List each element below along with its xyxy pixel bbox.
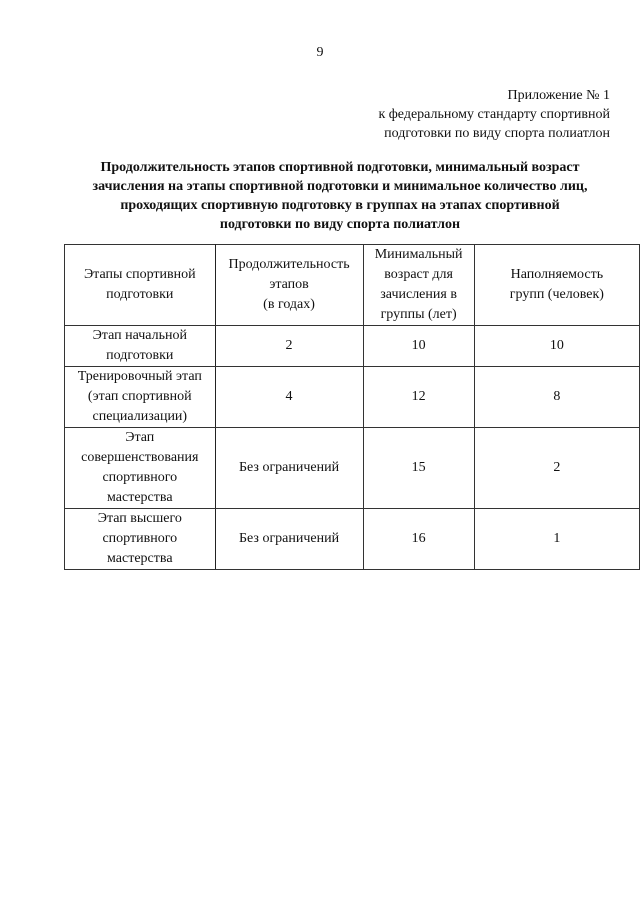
stages-table xyxy=(64,244,640,570)
min-age-cell: 10 xyxy=(363,326,474,367)
table-row xyxy=(65,509,640,570)
duration-cell: Без ограничений xyxy=(215,428,363,509)
title-line: проходящих спортивную подготовку в группах на этапах спортивной xyxy=(120,198,560,213)
min-age-cell: 15 xyxy=(363,428,474,509)
duration-cell: 2 xyxy=(215,326,363,367)
table-header-row xyxy=(65,245,640,326)
stage-cell: Этап начальной подготовки xyxy=(65,326,216,367)
header-min-age: Минимальный возраст для зачисления в группы (лет) xyxy=(363,245,474,326)
duration-cell: Без ограничений xyxy=(215,509,363,570)
appendix-line: к федеральному стандарту спортивной xyxy=(378,107,610,122)
group-size-cell: 2 xyxy=(474,428,639,509)
group-size-cell: 1 xyxy=(474,509,639,570)
header-stages: Этапы спортивной подготовки xyxy=(65,245,216,326)
appendix-line: подготовки по виду спорта полиатлон xyxy=(384,126,610,141)
stage-cell: Этап совершенствования спортивного мастерства xyxy=(65,428,216,509)
table-row xyxy=(65,367,640,428)
group-size-cell: 8 xyxy=(474,367,639,428)
min-age-cell: 16 xyxy=(363,509,474,570)
table-row xyxy=(65,428,640,509)
stage-cell: Этап высшего спортивного мастерства xyxy=(65,509,216,570)
page-number: 9 xyxy=(316,45,324,60)
min-age-cell: 12 xyxy=(363,367,474,428)
appendix-reference xyxy=(378,86,610,143)
duration-cell: 4 xyxy=(215,367,363,428)
stage-cell: Тренировочный этап (этап спортивной специализации) xyxy=(65,367,216,428)
document-title xyxy=(60,158,620,234)
header-group-size: Наполняемость групп (человек) xyxy=(474,245,639,326)
appendix-line: Приложение № 1 xyxy=(507,88,610,103)
title-line: зачисления на этапы спортивной подготовки и минимальное количество лиц, xyxy=(92,179,588,194)
group-size-cell: 10 xyxy=(474,326,639,367)
title-line: Продолжительность этапов спортивной подготовки, минимальный возраст xyxy=(100,160,580,175)
title-line: подготовки по виду спорта полиатлон xyxy=(219,217,461,232)
table-row xyxy=(65,326,640,367)
header-duration: Продолжительность этапов (в годах) xyxy=(215,245,363,326)
